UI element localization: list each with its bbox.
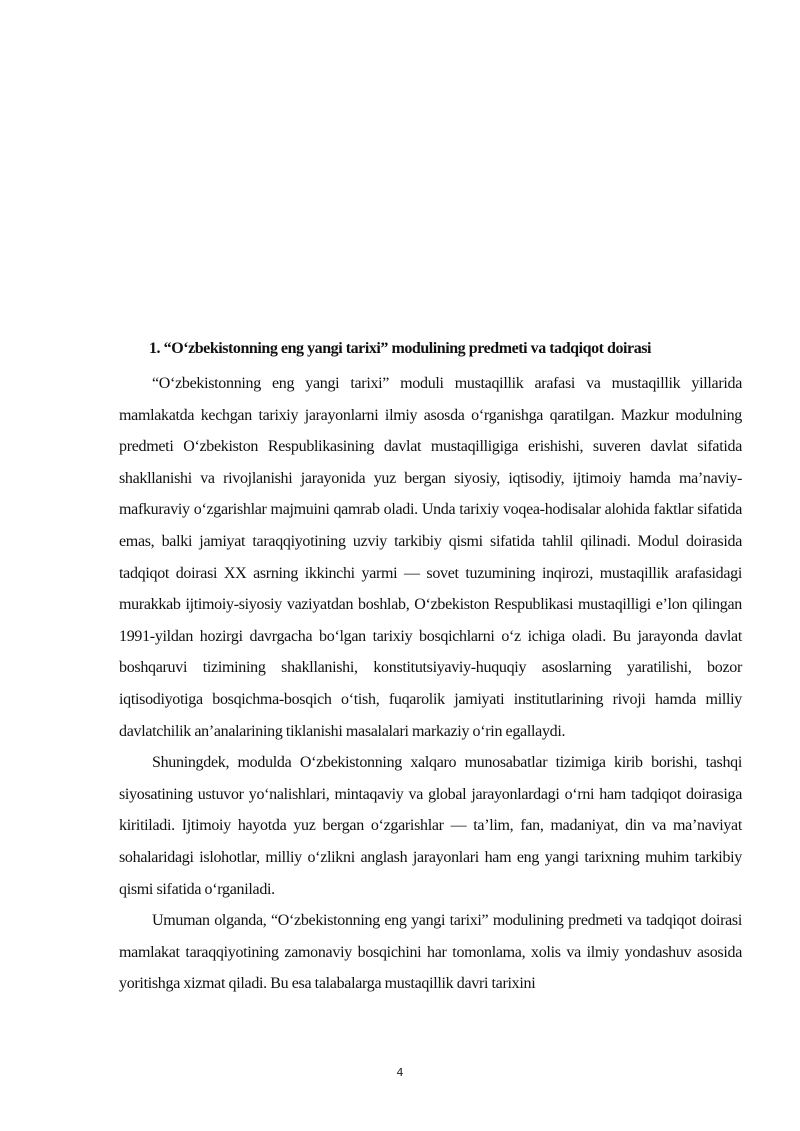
page-number: 4 (396, 1066, 404, 1079)
paragraph-3: Umuman olganda, “O‘zbekistonning eng yangi tarixi” modulining predmeti va tadqiqot doirasi mamlakat taraqqiyotining zamonaviy bosqichini har tomonlama, xolis va ilmiy yondashuv asosida yoritishga xizmat qiladi. Bu esa talabalarga mustaqillik davri tarixini (119, 912, 742, 993)
section-heading: 1. “O‘zbekistonning eng yangi tarixi” modulining predmeti va tadqiqot doirasi (149, 340, 652, 357)
paragraph-2: Shuningdek, modulda O‘zbekistonning xalqaro munosabatlar tizimiga kirib borishi, tashqi siyosatining ustuvor yo‘nalishlari, mintaqaviy va global jarayonlardagi o‘rni ham tadqiqot doirasiga kiritiladi. Ijtimoiy hayotda yuz bergan o‘zgarishlar — ta’lim, fan, madaniyat, din va ma’naviyat sohalaridagi islohotlar, milliy o‘zlikni anglash jarayonlari ham eng yangi tarixning muhim tarkibiy qismi sifatida o‘rganiladi. (119, 754, 742, 898)
page-content (119, 337, 742, 1000)
paragraph-1: “O‘zbekistonning eng yangi tarixi” moduli mustaqillik arafasi va mustaqillik yillarida mamlakatda kechgan tarixiy jarayonlarni ilmiy asosda o‘rganishga qaratilgan. Mazkur modulning predmeti O‘zbekiston Respublikasining davlat mustaqilligiga erishishi, suveren davlat sifatida shakllanishi va rivojlanishi jarayonida yuz bergan siyosiy, iqtisodiy, ijtimoiy hamda ma’naviy-mafkuraviy o‘zgarishlar majmuini qamrab oladi. Unda tarixiy voqea-hodisalar alohida faktlar sifatida emas, balki jamiyat taraqqiyotining uzviy tarkibiy qismi sifatida tahlil qilinadi. Modul doirasida tadqiqot doirasi XX asrning ikkinchi yarmi — sovet tuzumining inqirozi, mustaqillik arafasidagi murakkab ijtimoiy-siyosiy vaziyatdan boshlab, O‘zbekiston Respublikasi mustaqilligi e’lon qilingan 1991-yildan hozirgi davrgacha bo‘lgan tarixiy bosqichlarni o‘z ichiga oladi. Bu jarayonda davlat boshqaruvi tizimining shakllanishi, konstitutsiyaviy-huquqiy asoslarning yaratilishi, bozor iqtisodiyotiga bosqichma-bosqich o‘tish, fuqarolik jamiyati institutlarining rivoji hamda milliy davlatchilik an’analarining tiklanishi masalalari markaziy o‘rin egallaydi. (119, 375, 742, 740)
